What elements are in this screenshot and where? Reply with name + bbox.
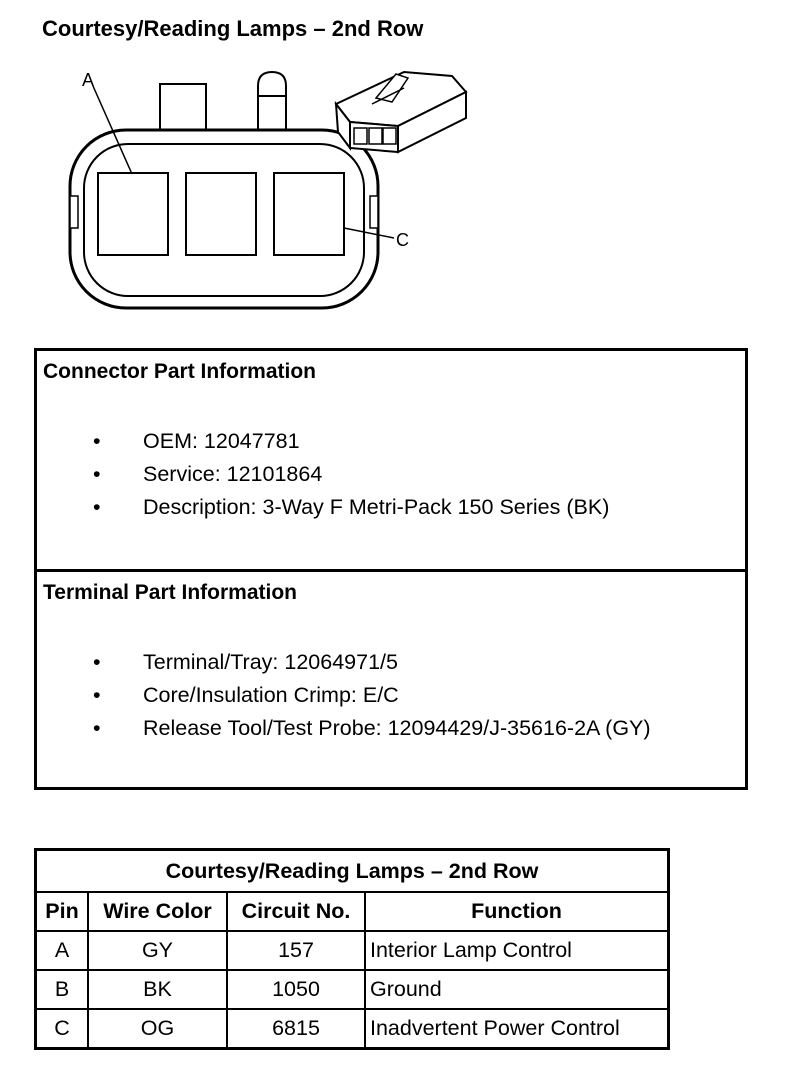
wire-color-cell: OG [88, 1009, 227, 1049]
callout-label-c: C [396, 230, 409, 250]
terminal-tray-number: Terminal/Tray: 12064971/5 [143, 650, 398, 674]
table-header-row [36, 892, 669, 931]
connector-isometric-view [336, 72, 466, 152]
bullet-icon: • [93, 429, 101, 453]
bullet-icon: • [93, 462, 101, 486]
connector-face-diagram [0, 0, 800, 340]
bullet-icon: • [93, 650, 101, 674]
function-cell: Interior Lamp Control [365, 931, 669, 970]
bullet-icon: • [93, 716, 101, 740]
wire-color-cell: GY [88, 931, 227, 970]
wire-color-cell: BK [88, 970, 227, 1009]
circuit-no-cell: 157 [227, 931, 365, 970]
table-row [36, 970, 669, 1009]
header-function: Function [365, 892, 669, 931]
bullet-icon: • [93, 683, 101, 707]
terminal-part-info-section [37, 569, 745, 790]
bullet-icon: • [93, 495, 101, 519]
terminal-cavity-b [186, 173, 256, 255]
table-row [36, 931, 669, 970]
function-cell: Inadvertent Power Control [365, 1009, 669, 1049]
callout-label-a: A [82, 70, 95, 90]
connector-part-info-heading: Connector Part Information [43, 360, 317, 383]
crimp-info: Core/Insulation Crimp: E/C [143, 683, 399, 707]
function-cell: Ground [365, 970, 669, 1009]
connector-description: Description: 3-Way F Metri-Pack 150 Series (BK) [143, 495, 610, 519]
table-row [36, 1009, 669, 1049]
pinout-table-title: Courtesy/Reading Lamps – 2nd Row [36, 850, 669, 893]
header-pin: Pin [36, 892, 89, 931]
circuit-no-cell: 6815 [227, 1009, 365, 1049]
connector-part-info-section [37, 351, 745, 569]
terminal-cavity-a [98, 173, 168, 255]
part-information-box [34, 348, 748, 790]
oem-part-number: OEM: 12047781 [143, 429, 300, 453]
pinout-table [34, 848, 670, 1050]
circuit-no-cell: 1050 [227, 970, 365, 1009]
service-part-number: Service: 12101864 [143, 462, 323, 486]
pin-cell: B [36, 970, 89, 1009]
connector-latch-tab [160, 84, 206, 134]
pin-cell: C [36, 1009, 89, 1049]
header-wire-color: Wire Color [88, 892, 227, 931]
pin-cell: A [36, 931, 89, 970]
header-circuit-no: Circuit No. [227, 892, 365, 931]
release-tool-info: Release Tool/Test Probe: 12094429/J-35616-2A (GY) [143, 716, 651, 740]
terminal-part-info-heading: Terminal Part Information [43, 581, 297, 604]
terminal-cavity-c [274, 173, 344, 255]
page-title: Courtesy/Reading Lamps – 2nd Row [42, 16, 424, 41]
